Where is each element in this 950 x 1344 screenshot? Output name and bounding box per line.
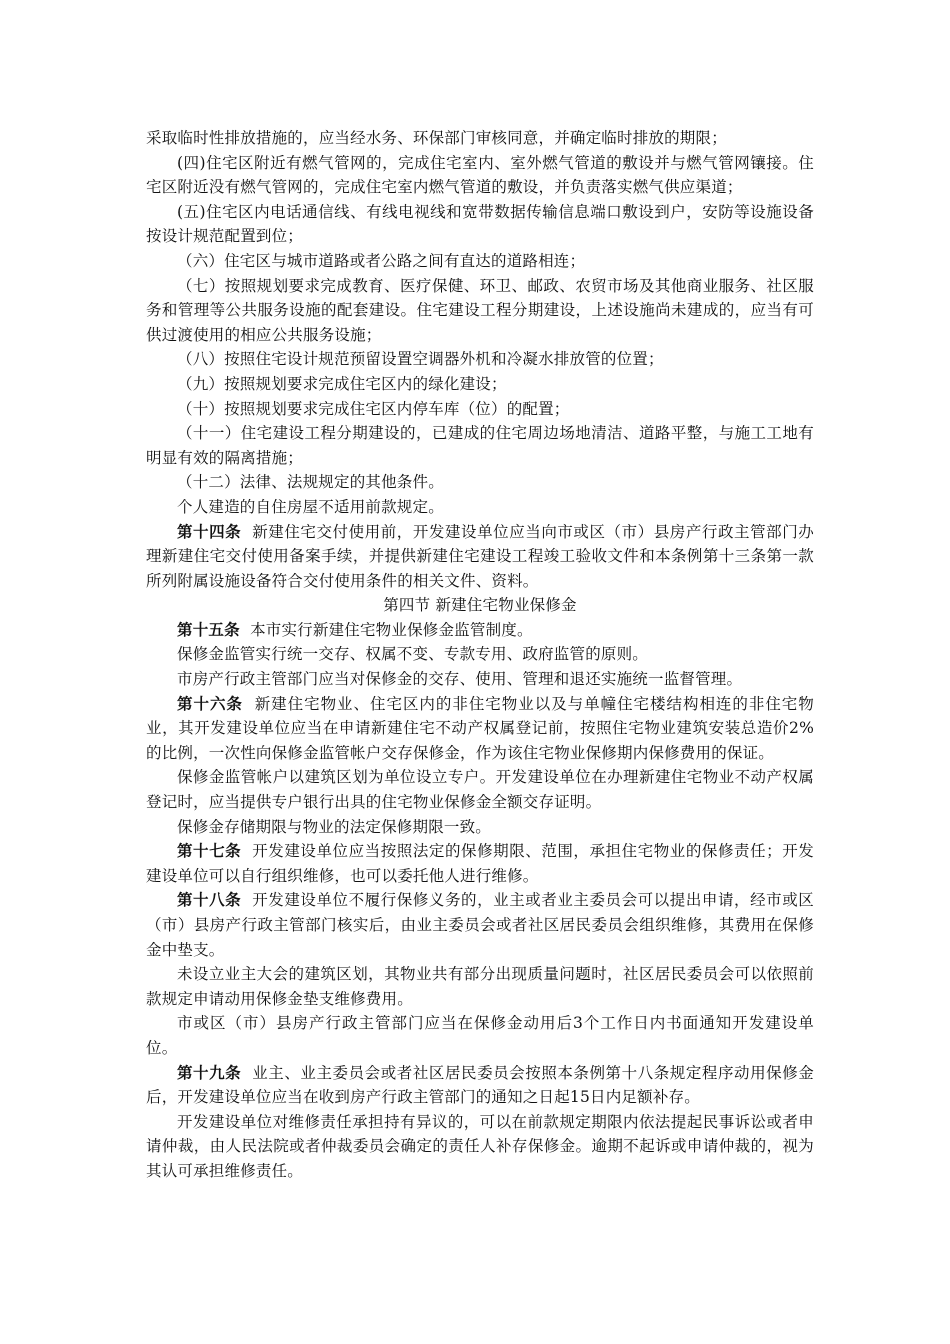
article-paragraph: [146, 888, 814, 962]
paragraph-text: 未设立业主大会的建筑区划，其物业共有部分出现质量问题时，社区居民委员会可以依照前款规定申请动用保修金垫支维修费用。: [146, 965, 814, 1008]
paragraph-text: （十一）住宅建设工程分期建设的，已建成的住宅周边场地清洁、道路平整，与施工工地有明显有效的隔离措施；: [146, 424, 814, 467]
paragraph: [146, 397, 814, 422]
paragraph-text: 新建住宅物业、住宅区内的非住宅物业以及与单幢住宅楼结构相连的非住宅物业，其开发建设单位应当在申请新建住宅不动产权属登记前，按照住宅物业建筑安装总造价2%的比例，一次性向保修金监管帐户交存保修金，作为该住宅物业保修期内保修费用的保证。: [146, 694, 814, 762]
article-number: 第十六条: [177, 693, 243, 713]
paragraph-text: (四)住宅区附近有燃气管网的，完成住宅室内、室外燃气管道的敷设并与燃气管网镶接。住宅区附近没有燃气管网的，完成住宅室内燃气管道的敷设，并负责落实燃气供应渠道；: [146, 153, 814, 197]
paragraph-text: 开发建设单位应当按照法定的保修期限、范围，承担住宅物业的保修责任；开发建设单位可以自行组织维修，也可以委托他人进行维修。: [146, 842, 814, 885]
article-paragraph: [146, 618, 814, 643]
article-paragraph: [146, 1061, 814, 1110]
document-body: [146, 126, 814, 1184]
paragraph: [146, 815, 814, 840]
paragraph-text: 业主、业主委员会或者社区居民委员会按照本条例第十八条规定程序动用保修金后，开发建设单位应当在收到房产行政主管部门的通知之日起15日内足额补存。: [146, 1063, 814, 1107]
paragraph-text: 开发建设单位对维修责任承担持有异议的，可以在前款规定期限内依法提起民事诉讼或者申请仲裁，由人民法院或者仲裁委员会确定的责任人补存保修金。逾期不起诉或申请仲裁的，视为其认可承担维修责任。: [146, 1112, 814, 1180]
paragraph: [146, 347, 814, 372]
paragraph-text: （八）按照住宅设计规范预留设置空调器外机和冷凝水排放管的位置；: [177, 350, 664, 369]
paragraph: [146, 495, 814, 520]
paragraph: [146, 667, 814, 692]
article-number: 第十五条: [177, 619, 240, 639]
paragraph: [146, 249, 814, 274]
paragraph: [146, 1110, 814, 1184]
article-paragraph: [146, 520, 814, 594]
article-number: 第十七条: [177, 841, 242, 861]
paragraph-text: （十）按照规划要求完成住宅区内停车库（位）的配置；: [177, 399, 570, 418]
paragraph-text: （九）按照规划要求完成住宅区内的绿化建设；: [177, 374, 507, 393]
paragraph: [146, 151, 814, 200]
paragraph-text: 新建住宅交付使用前，开发建设单位应当向市或区（市）县房产行政主管部门办理新建住宅交付使用备案手续，并提供新建住宅建设工程竣工验收文件和本条例第十三条第一款所列附属设施设备符合交付使用条件的相关文件、资料。: [146, 522, 814, 590]
article-number: 第十四条: [177, 521, 242, 541]
paragraph-text: （六）住宅区与城市道路或者公路之间有直达的道路相连；: [177, 251, 586, 270]
paragraph-text: （七）按照规划要求完成教育、医疗保健、环卫、邮政、农贸市场及其他商业服务、社区服务和管理等公共服务设施的配套建设。住宅建设工程分期建设，上述设施尚未建成的，应当有可供过渡使用的相应公共服务设施；: [146, 276, 814, 344]
paragraph-text: 个人建造的自住房屋不适用前款规定。: [177, 497, 444, 516]
section-heading: 第四节 新建住宅物业保修金: [383, 596, 577, 615]
paragraph-text: 本市实行新建住宅物业保修金监管制度。: [239, 620, 533, 639]
paragraph-text: 市房产行政主管部门应当对保修金的交存、使用、管理和退还实施统一监督管理。: [177, 670, 743, 689]
paragraph: [146, 421, 814, 470]
paragraph: [146, 642, 814, 667]
article-paragraph: [146, 692, 814, 766]
paragraph-text: (五)住宅区内电话通信线、有线电视线和宽带数据传输信息端口敷设到户，安防等设施设备按设计规范配置到位；: [146, 202, 814, 246]
paragraph: [146, 1011, 814, 1060]
paragraph-text: 开发建设单位不履行保修义务的，业主或者业主委员会可以提出申请，经市或区（市）县房产行政主管部门核实后，由业主委员会或者社区居民委员会组织维修，其费用在保修金中垫支。: [146, 891, 814, 959]
paragraph: [146, 372, 814, 397]
paragraph-text: 保修金监管帐户以建筑区划为单位设立专户。开发建设单位在办理新建住宅物业不动产权属登记时，应当提供专户银行出具的住宅物业保修金全额交存证明。: [146, 768, 814, 812]
paragraph: [146, 470, 814, 495]
paragraph: [146, 962, 814, 1011]
paragraph-text: （十二）法律、法规规定的其他条件。: [177, 473, 444, 492]
paragraph: [146, 200, 814, 249]
paragraph: [146, 126, 814, 151]
paragraph-text: 保修金存储期限与物业的法定保修期限一致。: [177, 817, 492, 836]
paragraph-text: 保修金监管实行统一交存、权属不变、专款专用、政府监管的原则。: [177, 645, 649, 664]
article-number: 第十八条: [177, 890, 242, 910]
paragraph: [146, 765, 814, 814]
article-paragraph: [146, 839, 814, 888]
paragraph-text: 采取临时性排放措施的，应当经水务、环保部门审核同意，并确定临时排放的期限；: [146, 129, 727, 147]
article-number: 第十九条: [177, 1062, 242, 1082]
paragraph-text: 市或区（市）县房产行政主管部门应当在保修金动用后3个工作日内书面通知开发建设单位。: [146, 1014, 814, 1057]
paragraph: [146, 274, 814, 348]
